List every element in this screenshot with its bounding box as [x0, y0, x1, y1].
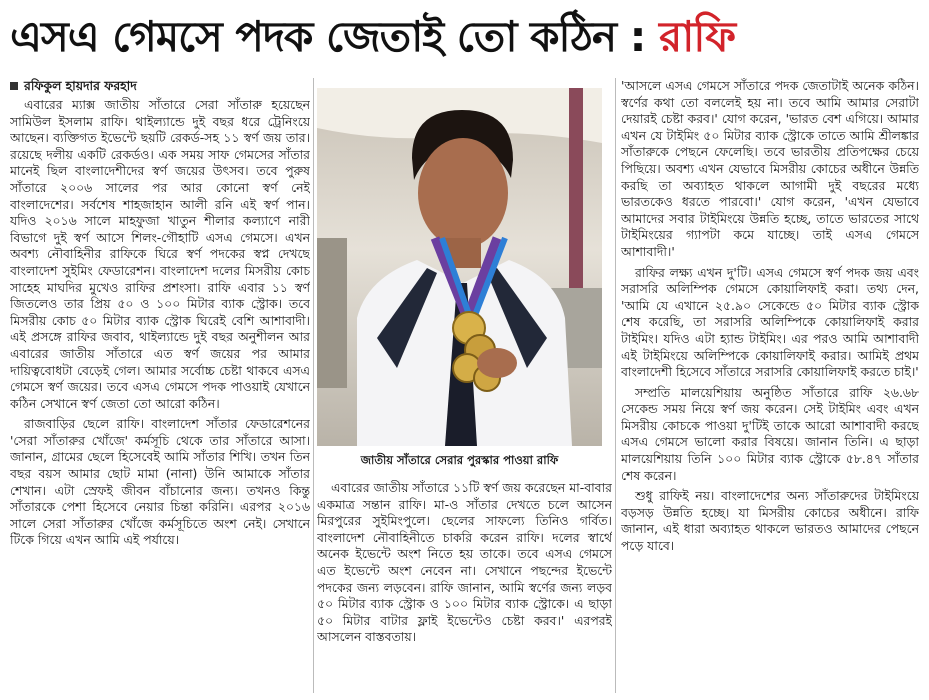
headline-name: রাফি: [659, 12, 736, 61]
byline-author: রফিকুল হায়দার ফরহাদ: [24, 78, 137, 93]
article-photo: [317, 88, 602, 446]
paragraph: রাফির লক্ষ্য এখন দু'টি। এসএ গেমসে স্বর্ণ পদক জয় এবং সরাসরি অলিম্পিক গেমসে কোয়ালিফাই করা। তথ্য দেন, 'আমি যে এখানে ২৫.৯০ সেকেন্ডে ৫০ মিটার ব্যাক স্ট্রোক শেষ করেছি, তা সরাসরি অলিম্পিকে কোয়ালিফাই করার টাইমিং। যদিও এটা হ্যান্ড টাইমিং। এর পরও আমি আশাবাদী এই টাইমিংয়ে অলিম্পিকে কোয়ালিফাই করার। আমিই প্রথম বাংলাদেশী হিসেবে সাঁতারে সরাসরি কোয়ালিফাই করতে চাই।': [621, 264, 919, 380]
headline-text: এসএ গেমসে পদক জেতাই তো কঠিন :: [10, 12, 660, 61]
paragraph: শুধু রাফিই নয়। বাংলাদেশের অন্য সাঁতারুদের টাইমিংয়ে বড়সড় উন্নতি হচ্ছে। যা মিসরীয় কোচের অধীনে। রাফি জানান, এই ধারা অব্যাহত থাকলে ভারতও আমাদের পেছনে পড়ে যাবে।: [621, 488, 919, 554]
swimmer-with-medals-image: [317, 88, 602, 446]
byline-bullet-icon: [10, 82, 18, 90]
photo-caption: জাতীয় সাঁতারে সেরার পুরস্কার পাওয়া রাফি: [360, 453, 559, 467]
column-divider: [313, 78, 314, 693]
article-column-2: [317, 480, 612, 696]
paragraph: রাজবাড়ির ছেলে রাফি। বাংলাদেশ সাঁতার ফেডারেশনের 'সেরা সাঁতারুর খোঁজে' কর্মসূচি থেকে তার সাঁতারে আসা। জানান, গ্রামের ছেলে হিসেবেই আমি সাঁতার শিখি। তখন তিন বছর বয়স আমার ছোট মামা (নানা) উনি আমাকে সাঁতার শেখান। এটা স্রেফই জীবন বাঁচানোর জন্য। তখনও কিন্তু সাঁতারকে পেশা হিসেবে নেয়ার চিন্তা করিনি। এরপর ২০১৬ সালে সেরা সাঁতারুর খোঁজে কর্মসূচিতে অংশ নেই। সেখানে টিকে গিয়ে এখন আমি এই পর্যায়ে।: [10, 416, 310, 548]
paragraph: সম্প্রতি মালয়েশিয়ায় অনুষ্ঠিত সাঁতারে রাফি ২৬.৬৮ সেকেন্ড সময় নিয়ে স্বর্ণ জয় করেন। সেই টাইমিং এবং এখন মিসরীয় কোচকে পাওয়া দু'টিই তাকে আরো আশাবাদী করছে এসএ গেমসে ভালো করার বিষয়ে। জানান তিনি। এ ছাড়া মালয়েশিয়ায় তিনি ১০০ মিটার ব্যাক স্ট্রোকে ৫৮.৪৭ সাঁতার শেষ করেন।: [621, 384, 919, 483]
column-divider: [615, 78, 616, 693]
paragraph: 'আসলে এসএ গেমসে সাঁতারে পদক জেতাটাই অনেক কঠিন। স্বর্ণের কথা তো বললেই হয় না। তবে আমি আমার সেরাটা দেয়ারই চেষ্টা করব।' যোগ করেন, 'ভারত বেশ এগিয়ে। আমার এখন যে টাইমিং ৫০ মিটার ব্যাক স্ট্রোকে তাতে আমি শ্রীলঙ্কার সাঁতারুকে পেছনে ফেলেছি। তবে ভারতীয় প্রতিপক্ষের চেয়ে পিছিয়ে। অবশ্য এখন যেভাবে মিসরীয় কোচের অধীনে উন্নতি করছি তা অব্যাহত থাকলে আগামী দুই বছরের মধ্যে ভারতকেও ধরতে পারবো।' যোগ করেন, 'এখন যেভাবে আমাদের সবার টাইমিংয়ে উন্নতি হচ্ছে, তাতে ভারতের সাথে টাইমিংয়ের গ্যাপটা কমে যাচ্ছে। তাই এসএ গেমসে আশাবাদী।': [621, 78, 919, 259]
headline: [10, 6, 919, 68]
byline: [10, 78, 310, 94]
paragraph: এবারের জাতীয় সাঁতারে ১১টি স্বর্ণ জয় করেছেন মা-বাবার একমাত্র সন্তান রাফি। মা-ও সাঁতার দেখতে চলে আসেন মিরপুরের সুইমিংপুলে। ছেলের সাফল্যে তিনিও গর্বিত। বাংলাদেশ নৌবাহিনীতে চাকরি করেন রাফি। দলের স্বার্থে অনেক ইভেন্টে অংশ নিতে হয় তাকে। তবে এসএ গেমসে এত ইভেন্টে অংশ নেবেন না। সেখানে পছন্দের ইভেন্টে পদকের জন্য লড়বেন। রাফি জানান, আমি স্বর্ণের জন্য লড়ব ৫০ মিটার ব্যাক স্ট্রোক ও ১০০ মিটার ব্যাক স্ট্রোকে। এ ছাড়া ৫০ মিটার বাটার ফ্লাই ইভেন্টেও চেষ্টা করব।' এরপরই আসলেন বাস্তবতায়।: [317, 480, 612, 645]
article-column-1: [10, 78, 310, 696]
article-column-3: [621, 78, 919, 696]
paragraph: এবারের ম্যাক্স জাতীয় সাঁতারে সেরা সাঁতারু হয়েছেন সামিউল ইসলাম রাফি। থাইল্যান্ডে দুই বছর ধরে ট্রেনিংয়ে আছেন। ব্যক্তিগত ইভেন্টে ছয়টি রেকর্ড-সহ ১১ স্বর্ণ জয় তার। রয়েছে দলীয় একটি রেকর্ডও। এক সময় সাফ গেমসের সাঁতার মানেই ছিল বাংলাদেশীদের স্বর্ণ জয়ের উৎসব। তবে পুরুষ সাঁতারে ২০০৬ সালের পর আর কোনো স্বর্ণ নেই বাংলাদেশের। সর্বশেষ শাহজাহান আলী রনি এই স্বর্ণ পান। যদিও ২০১৬ সালে মাহফুজা খাতুন শীলার কল্যাণে নারী বিভাগে দুই স্বর্ণ আসে শিলং-গৌহাটি এসএ গেমসে। এখন অবশ্য নৌবাহিনীর রাফিকে ঘিরে স্বর্ণ পদকের স্বপ্ন দেখছে বাংলাদেশ সুইমিং ফেডারেশন। বাংলাদেশ দলের মিসরীয় কোচ সাহেহ মাঘদির মুখেও রাফির প্রশংসা। রাফি এবার ১১ স্বর্ণ জিতলেও তার প্রিয় ৫০ ও ১০০ মিটার ব্যাক স্ট্রোক। তবে মিসরীয় কোচ ৫০ মিটার ব্যাক স্ট্রোক ঘিরেই বেশি আশাবাদী। এই প্রসঙ্গে রাফির জবাব, থাইল্যান্ডে দুই বছর অনুশীলন আর এবারের জাতীয় সাঁতারে এত স্বর্ণ জয়ের পর আমার দায়িত্ববোধটা বেড়েই গেল। আমার সর্বোচ্চ চেষ্টা থাকবে এসএ গেমসে স্বর্ণ জয়ের। তবে এসএ গেমসে পদক পাওয়াই যেখানে কঠিন সেখানে স্বর্ণ জেতা তো আরো কঠিন।: [10, 97, 310, 411]
